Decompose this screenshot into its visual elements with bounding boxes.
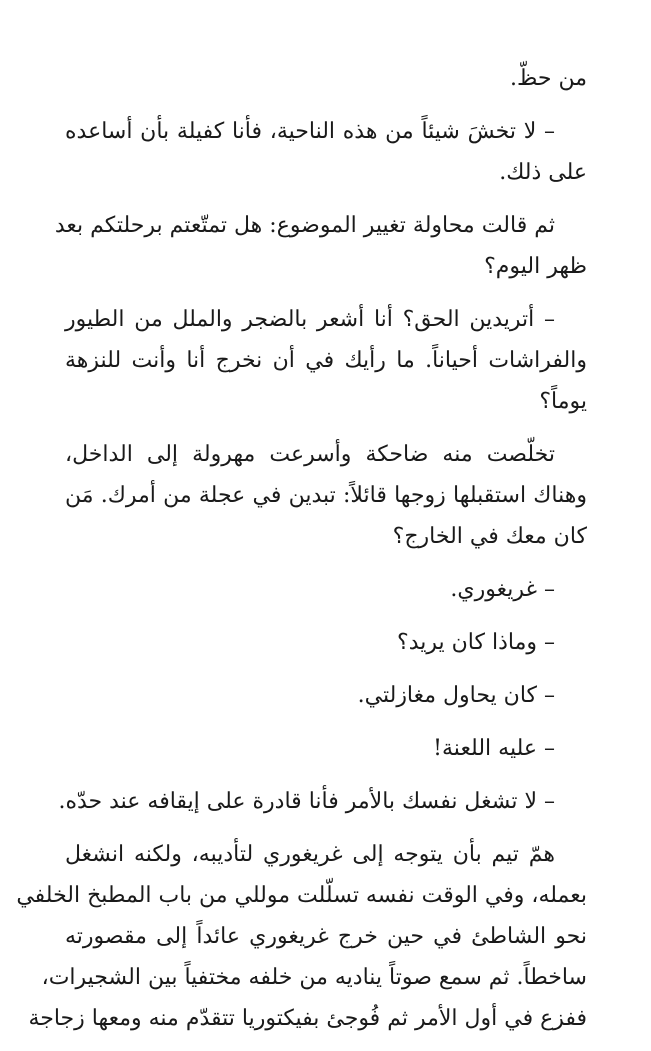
text-line: تخلّصت منه ضاحكة وأسرعت مهرولة إلى الداخل، [65, 442, 555, 467]
dialogue-line: – لا تشغل نفسك بالأمر فأنا قادرة على إيقافه عند حدّه. [58, 789, 555, 814]
text-line: – لا تخشَ شيئاً من هذه الناحية، فأنا كفيلة بأن أساعده [65, 119, 555, 144]
text-line: بعمله، وفي الوقت نفسه تسلّلت موللي من باب المطبخ الخلفي [16, 883, 587, 908]
text-line: ظهر اليوم؟ [484, 254, 587, 279]
book-page [16, 58, 587, 1051]
text-line: – أتريدين الحق؟ أنا أشعر بالضجر والملل من الطيور [65, 307, 555, 332]
narration-paragraph [16, 834, 587, 1039]
dialogue-paragraph [65, 299, 587, 422]
text-line: ساخطاً. ثم سمع صوتاً يناديه من خلفه مختفياً بين الشجيرات، [41, 965, 587, 990]
text-line: والفراشات أحياناً. ما رأيك في أن نخرج أنا وأنت للنزهة [65, 348, 587, 373]
text-line: همّ تيم بأن يتوجه إلى غريغوري لتأديبه، ولكنه انشغل [65, 842, 555, 867]
text-line: على ذلك. [499, 160, 587, 185]
text-line: كان معك في الخارج؟ [392, 524, 587, 549]
text-line: وهناك استقبلها زوجها قائلاً: تبدين في عجلة من أمرك. مَن [65, 483, 587, 508]
text-line: من حظّ. [510, 66, 587, 91]
dialogue-line: – عليه اللعنة! [433, 736, 555, 761]
text-line: نحو الشاطئ في حين خرج غريغوري عائداً إلى مقصورته [65, 924, 587, 949]
text-line: ثم قالت محاولة تغيير الموضوع: هل تمتّعتم برحلتكم بعد [54, 213, 555, 238]
dialogue-paragraph [65, 111, 587, 193]
text-line: ففزع في أول الأمر ثم فُوجئ بفيكتوريا تتقدّم منه ومعها زجاجة [28, 1006, 587, 1031]
dialogue-line: – غريغوري. [450, 577, 555, 602]
narration-paragraph [54, 205, 587, 287]
dialogue-line: – كان يحاول مغازلتي. [357, 683, 555, 708]
paragraph [65, 58, 587, 99]
narration-paragraph [65, 434, 587, 557]
text-line: يوماً؟ [539, 389, 587, 414]
dialogue-line: – وماذا كان يريد؟ [397, 630, 555, 655]
